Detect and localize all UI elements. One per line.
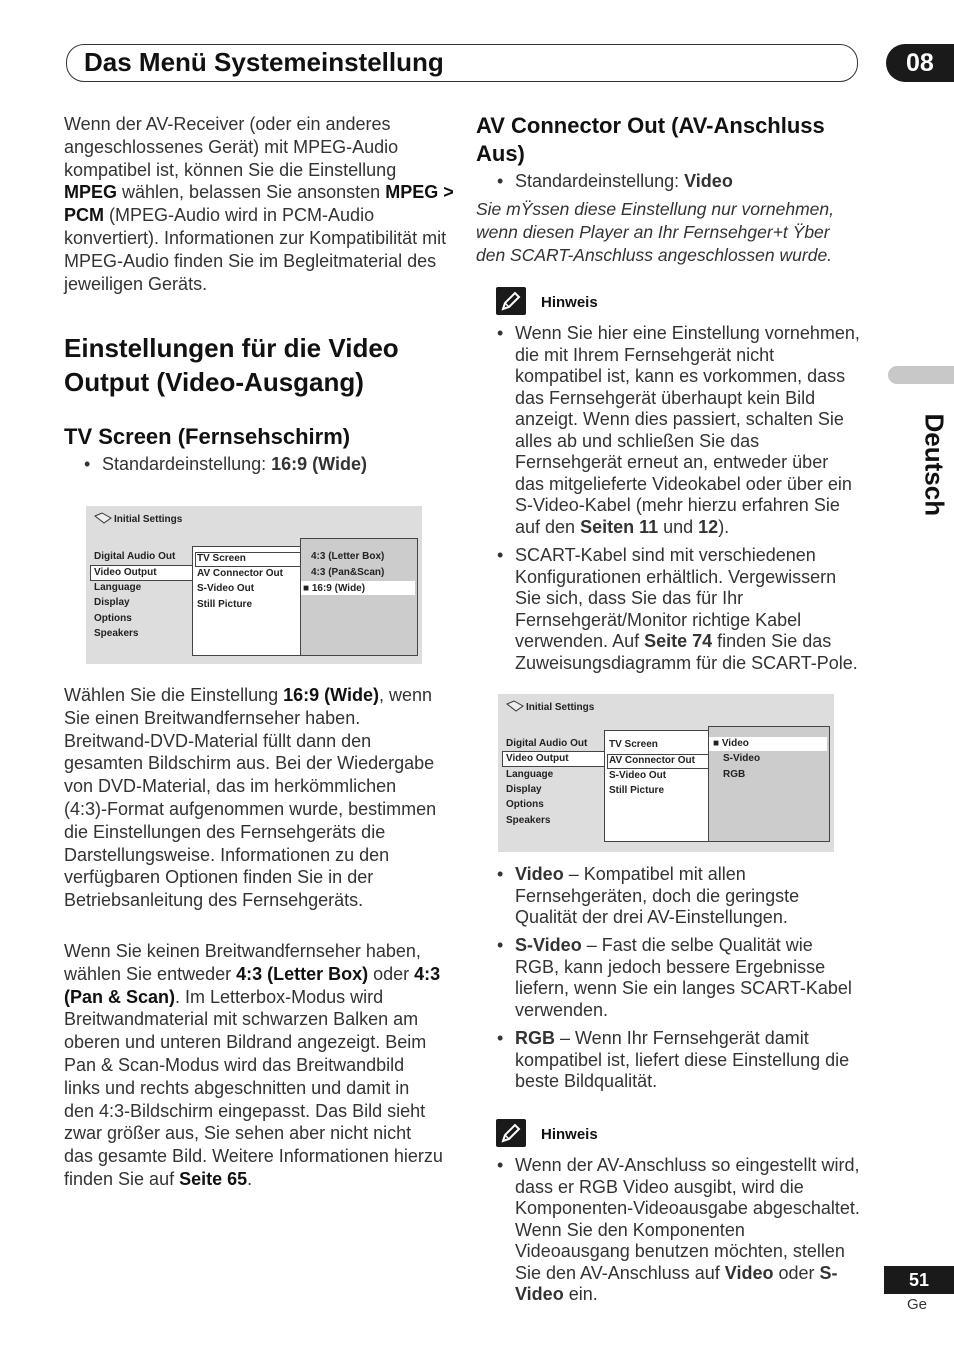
tv-screen-settings-screenshot <box>86 506 422 664</box>
av-connector-settings-screenshot <box>498 694 834 852</box>
menu-item: Language <box>94 582 142 593</box>
option-item: RGB <box>723 769 746 780</box>
note-bullet: • SCART-Kabel sind mit verschiedenen Konfigurationen erhältlich. Vergewissern Sie sich, dass Sie das für Ihr Fernsehgerät/Monitor richtige Kabel verwenden. Auf Seite 74 finden Sie das Zuweisungsdiagramm für die SCART-Pole. <box>497 545 858 673</box>
widescreen-paragraph: Wählen Sie die Einstellung 16:9 (Wide), wenn Sie einen Breitwandfernseher haben. Breitwand-DVD-Material füllt dann den gesamten Bildschirm aus. Bei der Wiedergabe von DVD-Material, das im herkömmlichen (4:3)-Format aufgenommen wurde, bestimmen die Einstellungen des Fernsehgeräts die Darstellungsweise. Informationen zu den verfügbaren Optionen finden Sie in der Betriebsanleitung des Fernsehgeräts. <box>64 685 437 911</box>
submenu-item: S-Video Out <box>609 770 667 781</box>
menu-item: Speakers <box>506 815 551 826</box>
option-item: ■ 16:9 (Wide) <box>303 583 366 594</box>
tv-default-setting: • Standardeinstellung: 16:9 (Wide) <box>84 454 367 474</box>
option-item: 4:3 (Letter Box) <box>311 551 385 562</box>
note-bullet: • Wenn Sie hier eine Einstellung vornehmen, die mit Ihrem Fernsehgerät nicht kompatibel ist, kann es vorkommen, dass das Fernsehgerät überhaupt kein Bild anzeigt. Wenn dies passiert, schalten Sie alles ab und schließen Sie das Fernsehgerät erneut an, entweder über das mitgelieferte Videokabel oder über ein S-Video-Kabel (mehr hierzu erfahren Sie auf den Seiten 11 und 12). <box>497 323 860 537</box>
tv-screen-heading: TV Screen (Fernsehschirm) <box>64 424 351 449</box>
note-label: Hinweis <box>541 294 598 311</box>
options-panel <box>300 538 418 656</box>
av-italic-note: Sie mŸssen diese Einstellung nur vornehmen, wenn diesen Player an Ihr Fernsehger+t Ÿber den SCART-Anschluss angeschlossen wurde. <box>476 199 834 265</box>
intro-paragraph: Wenn der AV-Receiver (oder ein anderes angeschlossenes Gerät) mit MPEG-Audio kompatibel ist, können Sie die Einstellung MPEG wählen, belassen Sie ansonsten MPEG > PCM (MPEG-Audio wird in PCM-Audio konvertiert). Informationen zur Kompatibilität mit MPEG-Audio finden Sie im Begleitmaterial des jeweiligen Geräts. <box>64 114 454 294</box>
menu-item: Digital Audio Out <box>506 738 588 749</box>
submenu-item: TV Screen <box>609 739 658 750</box>
section-title: Einstellungen für die Video Output (Video-Ausgang) <box>64 333 399 397</box>
menu-item: Digital Audio Out <box>94 551 176 562</box>
submenu-panel <box>604 730 712 842</box>
menu-item: Options <box>94 613 132 624</box>
menu-item: Display <box>94 597 130 608</box>
screen-title: Initial Settings <box>526 702 595 713</box>
submenu-item: TV Screen <box>197 553 246 564</box>
av-default-setting: • Standardeinstellung: Video <box>497 171 733 191</box>
menu-item: Language <box>506 769 554 780</box>
option-svideo-bullet: • S-Video – Fast die selbe Qualität wie RGB, kann jedoch bessere Ergebnisse liefern, wenn Sie ein langes SCART-Kabel verwenden. <box>497 935 852 1020</box>
options-panel <box>708 726 830 842</box>
page-title: Das Menü Systemeinstellung <box>84 47 444 77</box>
language-tab-marker <box>888 366 954 384</box>
menu-item: Options <box>506 799 544 810</box>
menu-item: Video Output <box>506 753 569 764</box>
option-item: ■ Video <box>713 738 749 749</box>
option-video-bullet: • Video – Kompatibel mit allen Fernsehgeräten, doch die geringste Qualität der drei AV-Einstellungen. <box>497 864 800 927</box>
screen-title: Initial Settings <box>114 514 183 525</box>
chapter-number: 08 <box>886 44 954 82</box>
note-bullet: • Wenn der AV-Anschluss so eingestellt wird, dass er RGB Video ausgibt, wird die Komponenten-Videoausgabe abgeschaltet. Wenn Sie den Komponenten Videoausgang benutzen möchten, stellen Sie den AV-Anschluss auf Video oder S-Video ein. <box>497 1155 860 1304</box>
language-code: Ge <box>906 1296 927 1313</box>
settings-icon <box>94 512 112 524</box>
note-pencil-icon <box>496 1119 526 1147</box>
page-number: 51 <box>884 1266 954 1294</box>
option-item: S-Video <box>723 753 761 764</box>
language-side-label: Deutsch <box>919 413 950 517</box>
submenu-panel <box>192 546 304 656</box>
menu-item: Display <box>506 784 542 795</box>
av-connector-heading: AV Connector Out (AV-Anschluss Aus) <box>476 113 825 166</box>
submenu-item: S-Video Out <box>197 583 255 594</box>
letterbox-paragraph: Wenn Sie keinen Breitwandfernseher haben, wählen Sie entweder 4:3 (Letter Box) oder 4:3 (Pan & Scan). Im Letterbox-Modus wird Breitwandmaterial mit schwarzen Balken am oberen und unteren Bildrand angezeigt. Beim Pan & Scan-Modus wird das Breitwandbild links und rechts abgeschnitten und damit in den 4:3-Bildschirm eingepasst. Das Bild sieht zwar größer aus, Sie sehen aber nicht nicht das gesamte Bild. Weitere Informationen hierzu finden Sie auf Seite 65. <box>64 941 443 1189</box>
menu-item: Speakers <box>94 628 139 639</box>
option-rgb-bullet: • RGB – Wenn Ihr Fernsehgerät damit kompatibel ist, liefert diese Einstellung die beste Bildqualität. <box>497 1028 850 1091</box>
menu-item: Video Output <box>94 567 157 578</box>
submenu-item: AV Connector Out <box>609 755 695 766</box>
note-pencil-icon <box>496 287 526 315</box>
option-item: 4:3 (Pan&Scan) <box>311 567 385 578</box>
note-label: Hinweis <box>541 1126 598 1143</box>
submenu-item: Still Picture <box>197 599 253 610</box>
submenu-item: AV Connector Out <box>197 568 283 579</box>
settings-icon <box>506 700 524 712</box>
submenu-item: Still Picture <box>609 785 665 796</box>
